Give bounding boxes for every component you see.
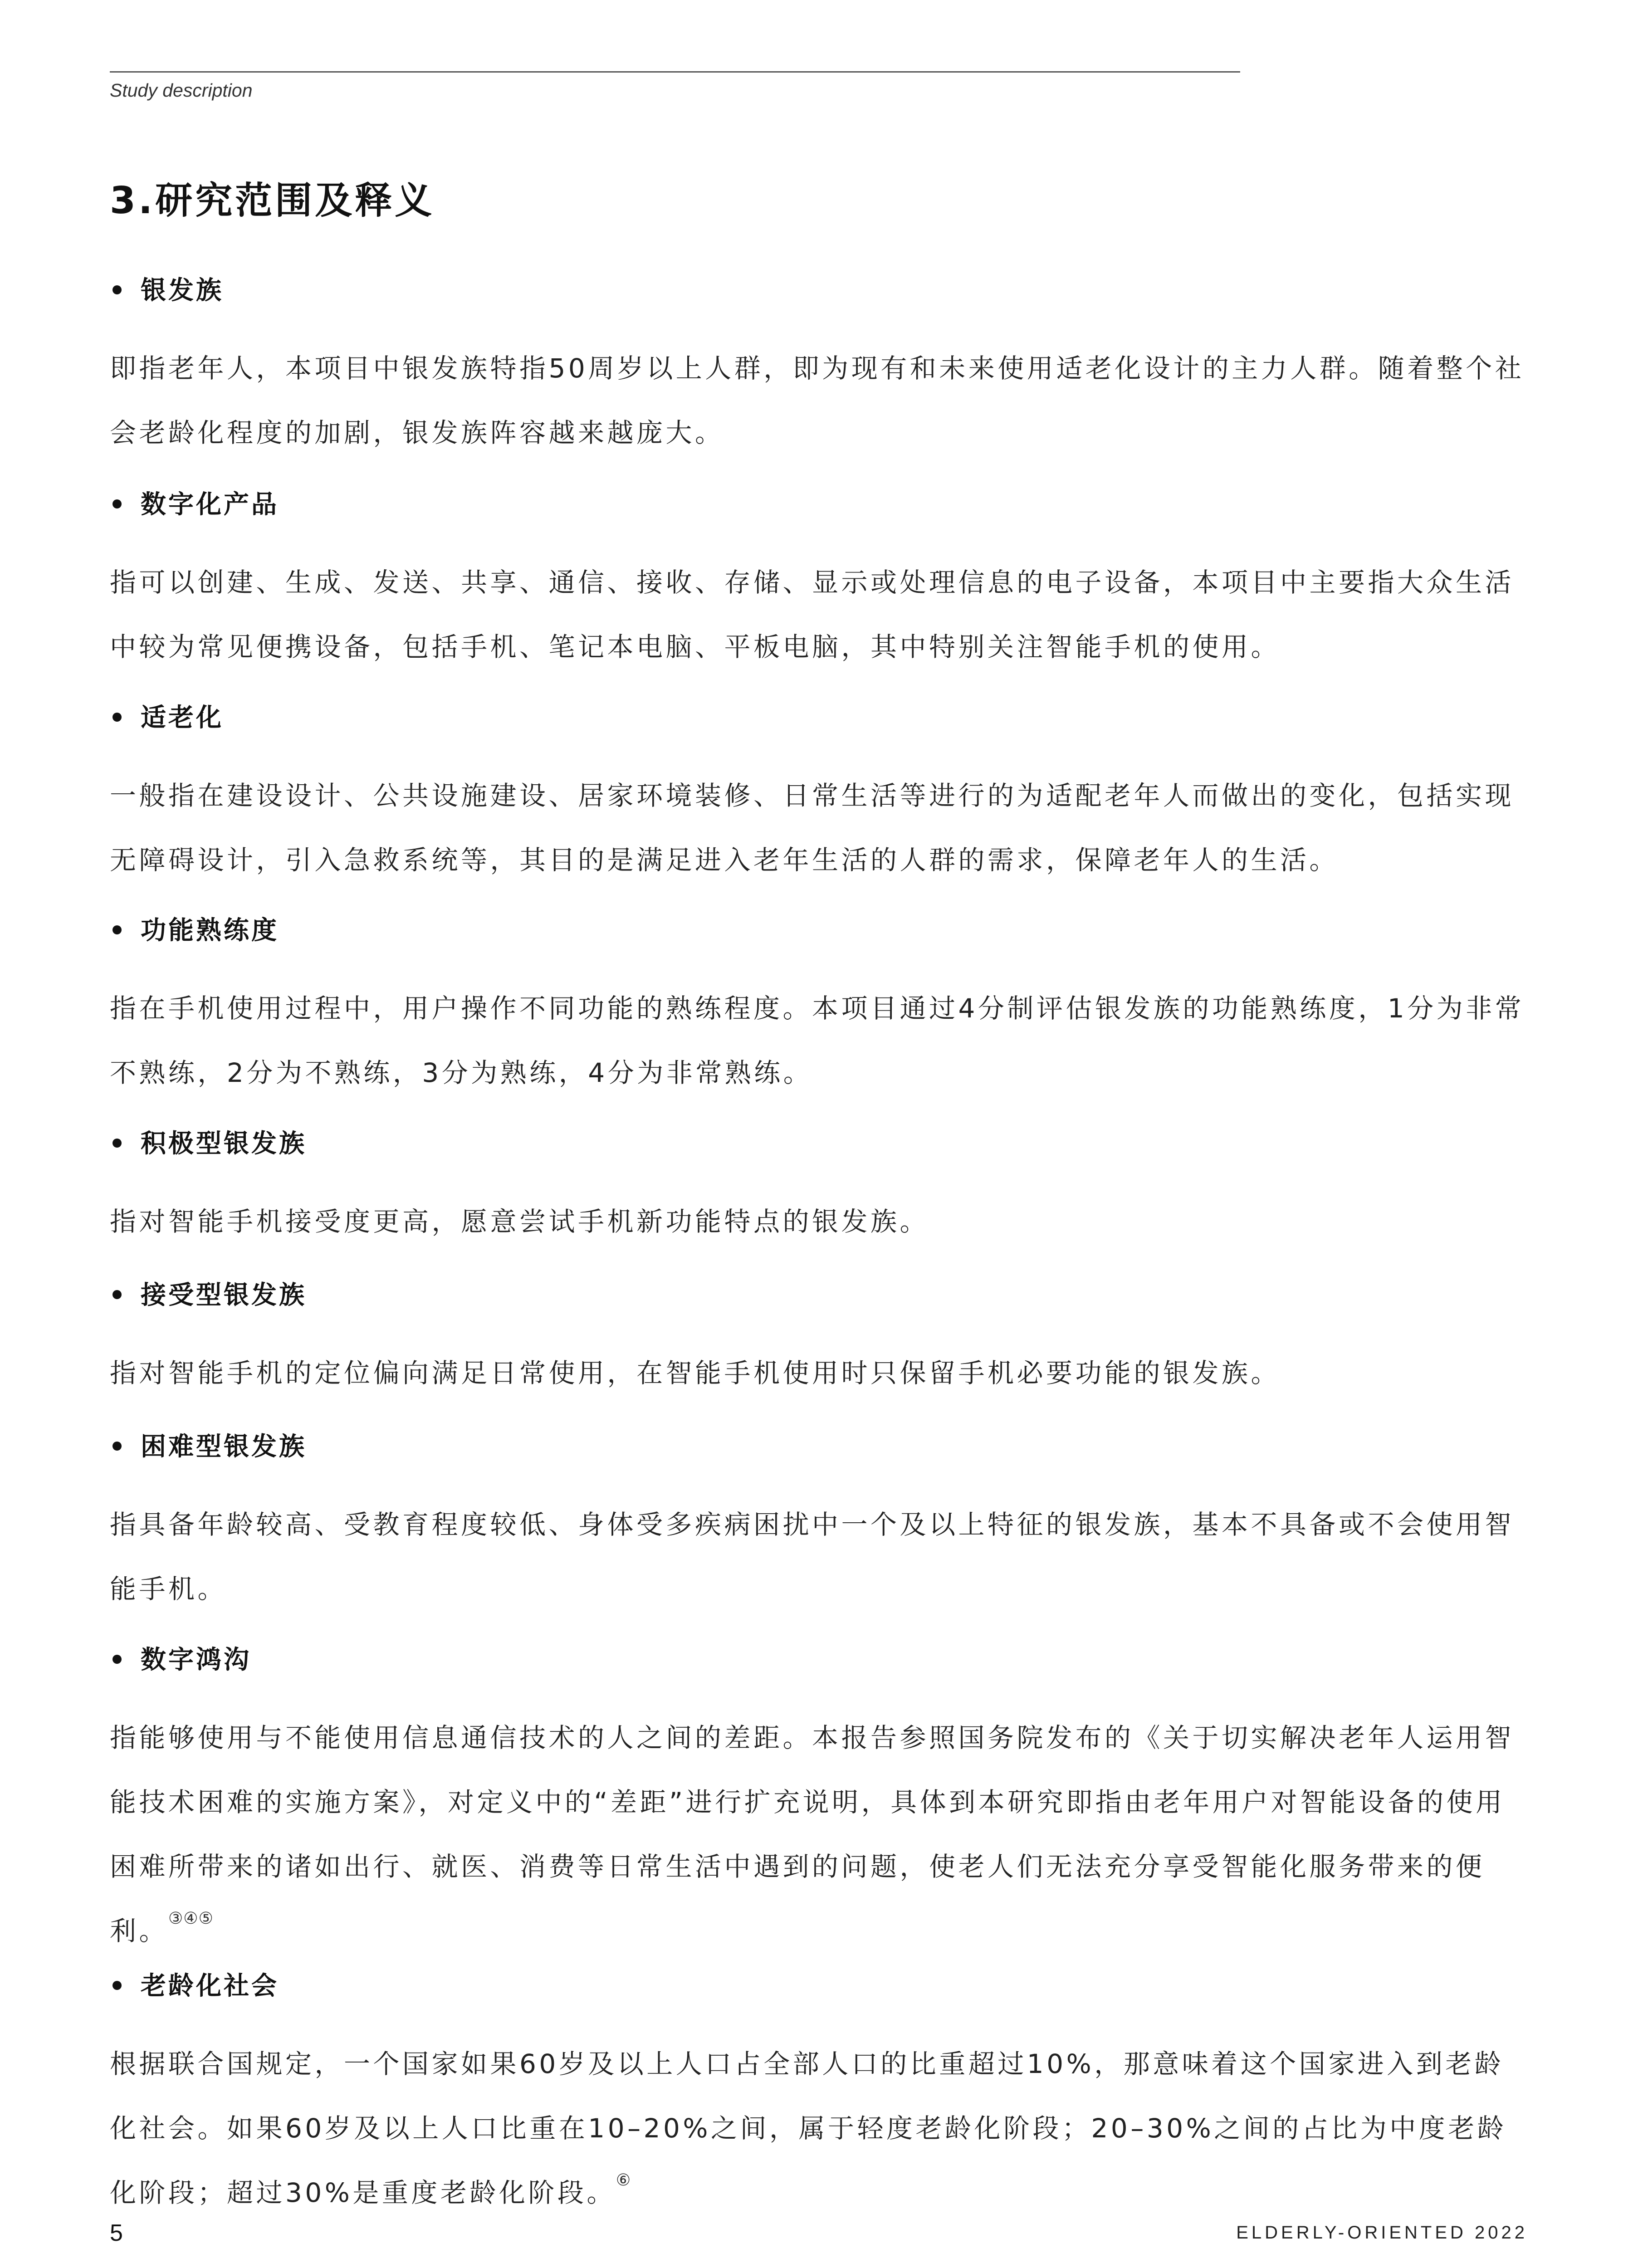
definition-term: 数字化产品 xyxy=(110,489,1530,521)
definition-item xyxy=(110,1128,1530,1254)
definition-term: 积极型银发族 xyxy=(110,1128,1530,1160)
definition-item xyxy=(110,274,1530,465)
definition-item xyxy=(110,1644,1530,1963)
footnote-reference: ⑥ xyxy=(616,2171,631,2190)
bullet-icon xyxy=(112,713,122,722)
definition-term: 功能熟练度 xyxy=(110,914,1530,947)
definition-term: 困难型银发族 xyxy=(110,1431,1530,1463)
running-header: Study description xyxy=(110,80,253,101)
bullet-icon xyxy=(112,1981,122,1990)
definition-description: 指在手机使用过程中，用户操作不同功能的熟练程度。本项目通过4分制评估银发族的功能熟练度，1分为非常不熟练，2分为不熟练，3分为熟练，4分为非常熟练。 xyxy=(110,993,1525,1088)
definition-description: 指具备年龄较高、受教育程度较低、身体受多疾病困扰中一个及以上特征的银发族，基本不具备或不会使用智能手机。 xyxy=(110,1509,1515,1604)
definition-term: 适老化 xyxy=(110,702,1530,734)
bullet-icon xyxy=(112,1290,122,1299)
definition-term: 接受型银发族 xyxy=(110,1279,1530,1312)
definition-item xyxy=(110,1279,1530,1405)
bullet-icon xyxy=(112,1655,122,1664)
definition-description: 根据联合国规定，一个国家如果60岁及以上人口占全部人口的比重超过10%，那意味着这个国家进入到老龄化社会。如果60岁及以上人口比重在10–20%之间，属于轻度老龄化阶段；20–30%之间的占比为中度老龄化阶段；超过30%是重度老龄化阶段。⑥ xyxy=(110,2048,1507,2208)
definition-item xyxy=(110,1431,1530,1621)
definition-item xyxy=(110,1970,1530,2225)
definition-description: 指对智能手机接受度更高，愿意尝试手机新功能特点的银发族。 xyxy=(110,1206,929,1237)
definition-description: 一般指在建设设计、公共设施建设、居家环境装修、日常生活等进行的为适配老年人而做出的变化，包括实现无障碍设计，引入急救系统等，其目的是满足进入老年生活的人群的需求，保障老年人的生活。 xyxy=(110,780,1515,875)
definition-term: 数字鸿沟 xyxy=(110,1644,1530,1677)
definition-description: 指能够使用与不能使用信息通信技术的人之间的差距。本报告参照国务院发布的《关于切实解决老年人运用智能技术困难的实施方案》，对定义中的“差距”进行扩充说明，具体到本研究即指由老年用户对智能设备的使用困难所带来的诸如出行、就医、消费等日常生活中遇到的问题，使老人们无法充分享受智能化服务带来的便利。③④⑤ xyxy=(110,1722,1515,1946)
bullet-icon xyxy=(112,285,122,294)
definition-term: 银发族 xyxy=(110,274,1530,307)
definition-item xyxy=(110,702,1530,892)
bullet-icon xyxy=(112,499,122,508)
definition-description: 指对智能手机的定位偏向满足日常使用，在智能手机使用时只保留手机必要功能的银发族。 xyxy=(110,1358,1281,1388)
running-footer: ELDERLY-ORIENTED 2022 xyxy=(1236,2223,1528,2243)
definition-item xyxy=(110,914,1530,1105)
section-title: 3.研究范围及释义 xyxy=(110,179,435,222)
page-number: 5 xyxy=(110,2220,123,2246)
definition-term: 老龄化社会 xyxy=(110,1970,1530,2003)
bullet-icon xyxy=(112,925,122,934)
bullet-icon xyxy=(112,1139,122,1148)
definition-description: 即指老年人，本项目中银发族特指50周岁以上人群，即为现有和未来使用适老化设计的主力人群。随着整个社会老龄化程度的加剧，银发族阵容越来越庞大。 xyxy=(110,353,1525,448)
definition-description: 指可以创建、生成、发送、共享、通信、接收、存储、显示或处理信息的电子设备，本项目中主要指大众生活中较为常见便携设备，包括手机、笔记本电脑、平板电脑，其中特别关注智能手机的使用。 xyxy=(110,567,1515,662)
footnote-reference: ③④⑤ xyxy=(168,1909,214,1928)
header-divider xyxy=(110,71,1240,73)
bullet-icon xyxy=(112,1442,122,1451)
definition-item xyxy=(110,489,1530,679)
